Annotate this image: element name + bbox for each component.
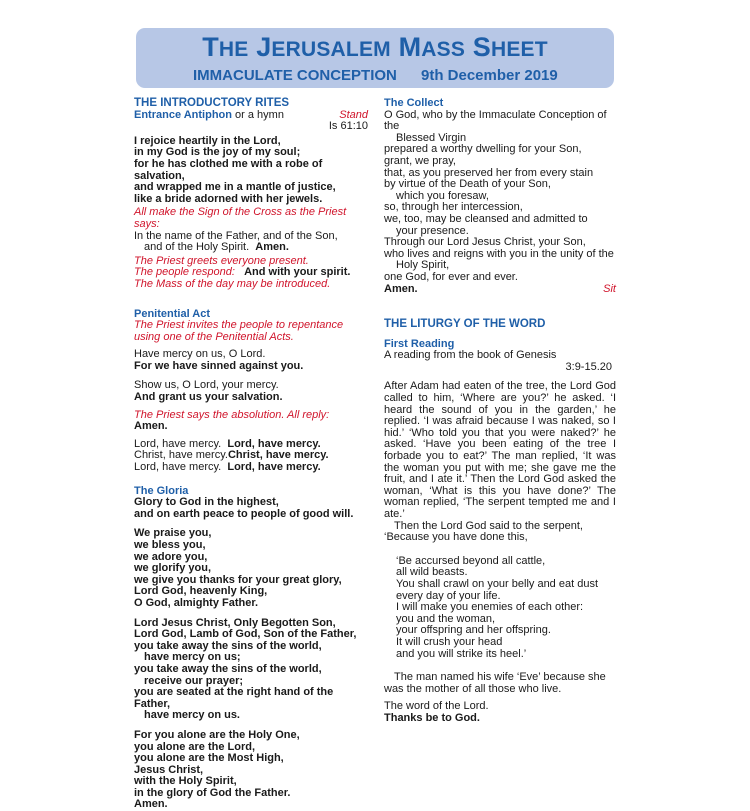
gloria-line: in the glory of God the Father. bbox=[134, 786, 291, 799]
poem-line: all wild beasts. bbox=[396, 566, 468, 579]
gloria-line: Jesus Christ, bbox=[134, 763, 204, 776]
collect-line: one God, for ever and ever. bbox=[384, 270, 518, 283]
word-of-lord: The word of the Lord. bbox=[384, 700, 489, 713]
antiphon-line: for he has clothed me with a robe of salvation, bbox=[134, 157, 323, 182]
gloria-line: you alone are the Most High, bbox=[134, 752, 284, 765]
kyrie-call: Christ, have mercy. bbox=[134, 449, 228, 462]
gloria-line: we give you thanks for your great glory, bbox=[134, 573, 342, 586]
kyrie-line bbox=[134, 462, 368, 474]
collect-heading: The Collect bbox=[384, 97, 444, 109]
gloria-line: have mercy on us; bbox=[144, 651, 241, 664]
collect-line: prepared a worthy dwelling for your Son, bbox=[384, 143, 582, 156]
absolution-rubric: The Priest says the absolution. All reply: bbox=[134, 408, 330, 421]
gloria-line: Lord God, heavenly King, bbox=[134, 585, 268, 598]
collect-amen: Amen. bbox=[384, 282, 418, 295]
gloria-line: We praise you, bbox=[134, 527, 212, 540]
kyrie-call: Lord, have mercy. bbox=[134, 461, 222, 474]
liturgy-heading: THE LITURGY OF THE WORD bbox=[384, 318, 546, 331]
collect-line: so, through her intercession, bbox=[384, 201, 523, 214]
mercy-call: Have mercy on us, O Lord. bbox=[134, 348, 266, 361]
collect-line: who lives and reigns with you in the unity of the bbox=[384, 247, 614, 260]
poem-line: your offspring and her offspring. bbox=[396, 624, 551, 637]
kyrie-response: Lord, have mercy. bbox=[227, 461, 321, 474]
title-letter: S bbox=[472, 32, 491, 62]
gloria-line: we adore you, bbox=[134, 550, 208, 563]
reading-paragraph: The man named his wife ‘Eve’ because she was the mother of all those who live. bbox=[384, 671, 606, 695]
first-reading-heading: First Reading bbox=[384, 337, 455, 350]
respond-rubric: The people respond: bbox=[134, 266, 235, 279]
antiphon-line: and wrapped me in a mantle of justice, bbox=[134, 181, 336, 194]
sign-rubric: All make the Sign of the Cross as the Priest says: bbox=[134, 206, 347, 230]
gloria-line: we bless you, bbox=[134, 539, 206, 551]
reading-paragraph: Then the Lord God said to the serpent, ‘Because you have done this, bbox=[384, 519, 583, 544]
title-word: ASS bbox=[421, 38, 466, 61]
gloria-line: receive our prayer; bbox=[144, 674, 244, 687]
poem-line: and you will strike its heel.’ bbox=[396, 647, 527, 660]
collect-line: Blessed Virgin bbox=[396, 131, 467, 144]
poem-line: I will make you enemies of each other: bbox=[396, 601, 584, 614]
title-word: HE bbox=[218, 38, 249, 61]
gloria-line: we glorify you, bbox=[134, 562, 212, 575]
absolution-amen: Amen. bbox=[134, 420, 168, 433]
gloria-heading: The Gloria bbox=[134, 484, 189, 497]
gloria-amen: Amen. bbox=[134, 798, 168, 811]
poem-line: every day of your life. bbox=[396, 589, 501, 602]
antiphon-line: I rejoice heartily in the Lord, bbox=[134, 134, 281, 147]
penitential-rubric: The Priest invites the people to repentance bbox=[134, 319, 344, 332]
gloria-line: and on earth peace to people of good will. bbox=[134, 507, 354, 520]
title-banner bbox=[136, 28, 614, 88]
gloria-line: you alone are the Lord, bbox=[134, 740, 256, 753]
sign-amen: Amen. bbox=[255, 241, 289, 254]
stand-rubric: Stand bbox=[339, 108, 368, 121]
feast-name: IMMACULATE CONCEPTION bbox=[193, 67, 397, 84]
first-reading-source: A reading from the book of Genesis bbox=[384, 349, 557, 362]
gloria-line: with the Holy Spirit, bbox=[134, 775, 237, 788]
sit-rubric: Sit bbox=[603, 282, 616, 295]
gloria-line: O God, almighty Father. bbox=[134, 596, 259, 609]
poem-line: ‘Be accursed beyond all cattle, bbox=[396, 554, 546, 567]
collect-line: we, too, may be cleansed and admitted to bbox=[384, 212, 588, 225]
mercy-call: Show us, O Lord, your mercy. bbox=[134, 379, 279, 392]
gloria-line: Lord God, Lamb of God, Son of the Father, bbox=[134, 628, 357, 641]
poem-line: you and the woman, bbox=[396, 612, 496, 625]
title-letter: J bbox=[256, 32, 272, 62]
poem-line: It will crush your head bbox=[396, 635, 503, 648]
collect-line: your presence. bbox=[396, 224, 469, 237]
poem-line: You shall crawl on your belly and eat dust bbox=[396, 577, 598, 590]
reading-paragraph: After Adam had eaten of the tree, the Lord God called to him, ‘Where are you?’ he asked. ‘I heard the sound of you in the garden,’ he replied. ‘I was afraid because I was naked, so I hid.’ ‘Who told you that you were naked?’ he asked. ‘Have you been eating of the tree I forbade you to eat?’ The man replied, ‘It was the woman you put with me; she gave me the fruit, and I ate it.’ Then the Lord God asked the woman, ‘What is this you have done?’ The woman replied, ‘The serpent tempted me and I ate.’ bbox=[384, 380, 616, 520]
collect-line: that, as you preserved her from every stain bbox=[384, 166, 594, 179]
gloria-line: you are seated at the right hand of the Father, bbox=[134, 686, 334, 710]
page-title bbox=[136, 32, 614, 63]
gloria-line: you take away the sins of the world, bbox=[134, 662, 322, 675]
antiphon-line: like a bride adorned with her jewels. bbox=[134, 192, 323, 205]
antiphon-or: or a hymn bbox=[231, 108, 284, 121]
penitential-rubric: using one of the Penitential Acts. bbox=[134, 330, 294, 343]
kyrie-response: Christ, have mercy. bbox=[227, 449, 329, 462]
gloria-line: Lord Jesus Christ, Only Begotten Son, bbox=[134, 616, 336, 629]
greet-rubric: The Priest greets everyone present. bbox=[134, 254, 309, 267]
collect-line: by virtue of the Death of your Son, bbox=[384, 178, 551, 191]
left-column bbox=[134, 98, 368, 811]
kyrie-call: Lord, have mercy. bbox=[134, 437, 222, 450]
collect-line: grant, we pray, bbox=[384, 154, 456, 167]
sign-line: and of the Holy Spirit. bbox=[144, 241, 250, 254]
collect-amen-row bbox=[384, 284, 616, 296]
title-letter: T bbox=[202, 32, 219, 62]
sign-line: In the name of the Father, and of the Son, bbox=[134, 229, 338, 242]
gloria-line: have mercy on us. bbox=[144, 709, 240, 722]
mass-rubric: The Mass of the day may be introduced. bbox=[134, 277, 331, 290]
collect-line: Through our Lord Jesus Christ, your Son, bbox=[384, 236, 586, 249]
intro-heading: THE INTRODUCTORY RITES bbox=[134, 97, 290, 109]
gloria-line: Glory to God in the highest, bbox=[134, 496, 279, 509]
title-letter: M bbox=[398, 32, 422, 62]
penitential-heading: Penitential Act bbox=[134, 307, 210, 320]
respond-text: And with your spirit. bbox=[244, 266, 351, 279]
collect-line: Holy Spirit, bbox=[396, 259, 450, 272]
title-word: HEET bbox=[490, 38, 548, 61]
feast-date: 9th December 2019 bbox=[421, 67, 558, 84]
mercy-response: For we have sinned against you. bbox=[134, 359, 304, 372]
gloria-line: you take away the sins of the world, bbox=[134, 639, 322, 652]
title-word: ERUSALEM bbox=[271, 38, 391, 61]
antiphon-line: in my God is the joy of my soul; bbox=[134, 146, 301, 159]
first-reading-ref: 3:9-15.20 bbox=[565, 360, 612, 373]
antiphon-label: Entrance Antiphon bbox=[134, 108, 232, 121]
gloria-line: For you alone are the Holy One, bbox=[134, 728, 300, 741]
antiphon-ref: Is 61:10 bbox=[328, 120, 368, 133]
mercy-response: And grant us your salvation. bbox=[134, 391, 283, 404]
collect-line: O God, who by the Immaculate Conception of the bbox=[384, 108, 607, 133]
kyrie-response: Lord, have mercy. bbox=[227, 437, 321, 450]
thanks-response: Thanks be to God. bbox=[384, 711, 480, 724]
collect-line: which you foresaw, bbox=[396, 189, 489, 202]
right-column bbox=[384, 98, 616, 725]
